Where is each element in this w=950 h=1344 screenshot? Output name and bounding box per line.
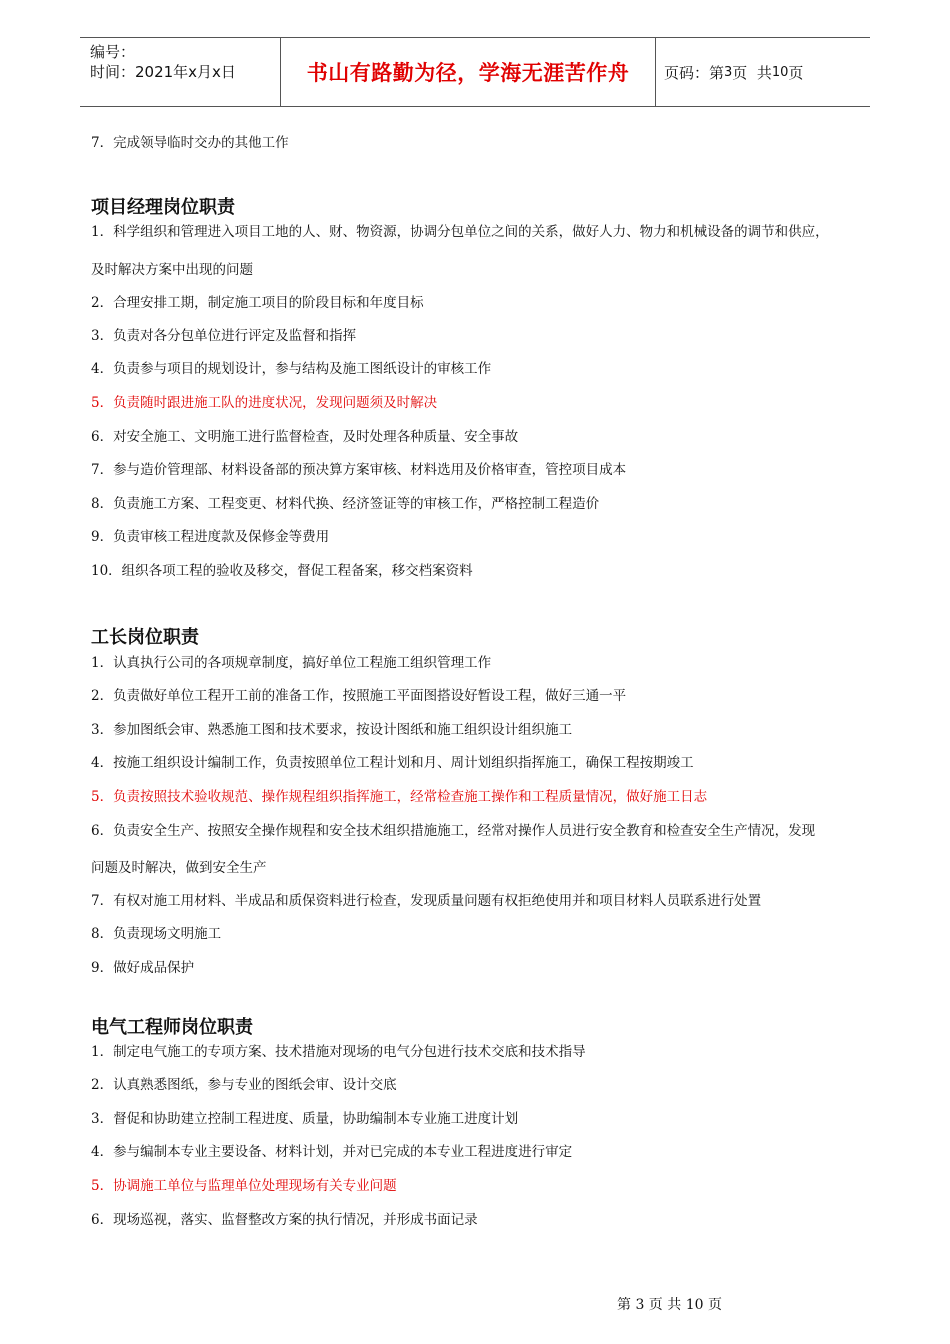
header-page-cell — [654, 38, 870, 106]
list-item: 3．督促和协助建立控制工程进度、质量，协助编制本专业施工进度计划 — [91, 1111, 519, 1127]
page-number: 3 — [724, 64, 733, 80]
time-label: 时间：2021年x月x日 — [90, 63, 236, 81]
list-item: 8．负责施工方案、工程变更、材料代换、经济签证等的审核工作，严格控制工程造价 — [91, 496, 600, 512]
list-item: 6．现场巡视，落实、监督整改方案的执行情况，并形成书面记录 — [91, 1212, 478, 1228]
list-item: 2．合理安排工期，制定施工项目的阶段目标和年度目标 — [91, 295, 424, 311]
page-header — [80, 37, 870, 107]
prev-item-7: 7．完成领导临时交办的其他工作 — [91, 135, 289, 151]
section-title-pm: 项目经理岗位职责 — [91, 197, 235, 218]
list-item: 2．负责做好单位工程开工前的准备工作，按照施工平面图搭设好暂设工程，做好三通一平 — [91, 688, 627, 704]
section-title-elec: 电气工程师岗位职责 — [91, 1017, 253, 1038]
motto: 书山有路勤为径，学海无涯苦作舟 — [306, 61, 630, 85]
list-item: 7．有权对施工用材料、半成品和质保资料进行检查，发现质量问题有权拒绝使用并和项目材料人员联系进行处置 — [91, 893, 762, 909]
list-item: 问题及时解决，做到安全生产 — [91, 860, 267, 876]
list-item-highlight: 5．协调施工单位与监理单位处理现场有关专业问题 — [91, 1178, 397, 1194]
list-item: 9．做好成品保护 — [91, 960, 195, 976]
page-end: 页 — [788, 63, 804, 82]
list-item-highlight: 5．负责按照技术验收规范、操作规程组织指挥施工，经常检查施工操作和工程质量情况，做好施工日志 — [91, 789, 708, 805]
list-item: 3．负责对各分包单位进行评定及监督和指挥 — [91, 328, 357, 344]
list-item: 10．组织各项工程的验收及移交，督促工程备案，移交档案资料 — [91, 563, 473, 579]
list-item: 7．参与造价管理部、材料设备部的预决算方案审核、材料选用及价格审查，管控项目成本 — [91, 462, 627, 478]
list-item: 2．认真熟悉图纸，参与专业的图纸会审、设计交底 — [91, 1077, 397, 1093]
list-item: 1．科学组织和管理进入项目工地的人、财、物资源，协调分包单位之间的关系，做好人力、物力和机械设备的调节和供应， — [91, 224, 829, 240]
list-item: 3．参加图纸会审、熟悉施工图和技术要求，按设计图纸和施工组织设计组织施工 — [91, 722, 573, 738]
list-item: 8．负责现场文明施工 — [91, 926, 222, 942]
header-motto-cell — [280, 38, 656, 106]
list-item: 6．对安全施工、文明施工进行监督检查，及时处理各种质量、安全事故 — [91, 429, 519, 445]
section-title-foreman: 工长岗位职责 — [91, 627, 199, 648]
page-footer: 第 3 页 共 10 页 — [617, 1297, 722, 1313]
list-item: 6．负责安全生产、按照安全操作规程和安全技术组织措施施工，经常对操作人员进行安全教育和检查安全生产情况，发现 — [91, 823, 816, 839]
number-label: 编号： — [90, 43, 136, 61]
list-item: 9．负责审核工程进度款及保修金等费用 — [91, 529, 330, 545]
list-item: 4．负责参与项目的规划设计，参与结构及施工图纸设计的审核工作 — [91, 361, 492, 377]
list-item: 4．按施工组织设计编制工作，负责按照单位工程计划和月、周计划组织指挥施工，确保工程按期竣工 — [91, 755, 694, 771]
list-item: 及时解决方案中出现的问题 — [91, 262, 253, 278]
page-label: 页码：第 — [664, 63, 725, 82]
header-left-cell — [80, 38, 280, 106]
page-mid: 页 共 — [732, 63, 772, 82]
list-item: 1．制定电气施工的专项方案、技术措施对现场的电气分包进行技术交底和技术指导 — [91, 1044, 586, 1060]
list-item: 1．认真执行公司的各项规章制度，搞好单位工程施工组织管理工作 — [91, 655, 492, 671]
list-item: 4．参与编制本专业主要设备、材料计划，并对已完成的本专业工程进度进行审定 — [91, 1144, 573, 1160]
list-item-highlight: 5．负责随时跟进施工队的进度状况，发现问题须及时解决 — [91, 395, 438, 411]
page-total: 10 — [771, 64, 789, 80]
